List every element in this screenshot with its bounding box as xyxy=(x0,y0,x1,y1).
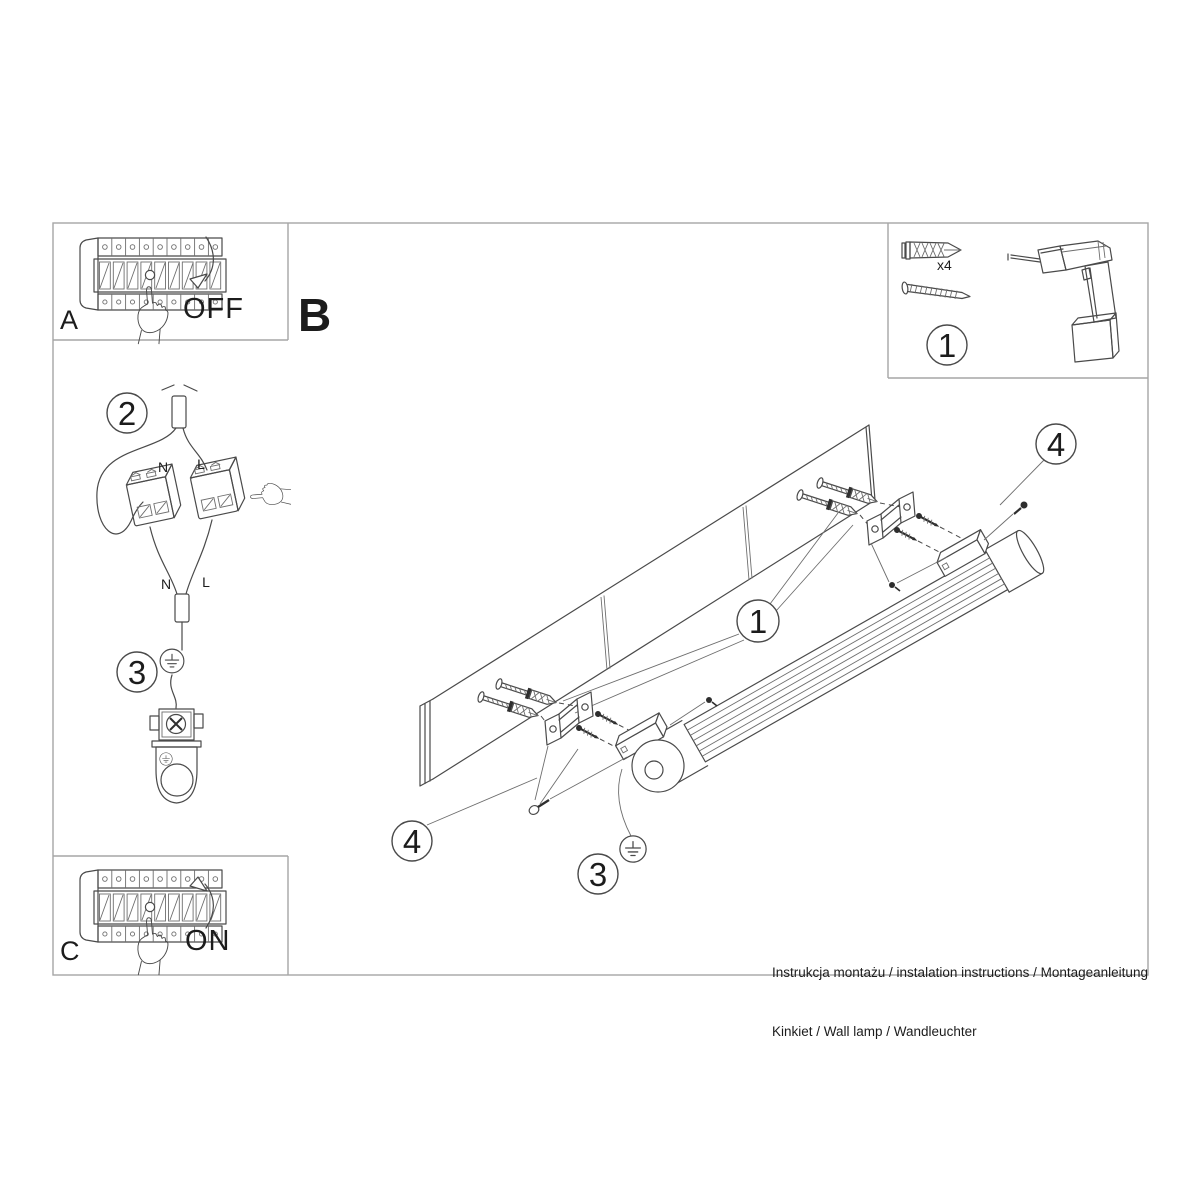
on-label: ON xyxy=(185,925,231,957)
earth-wire xyxy=(171,675,177,708)
assembly-callout-4-top: 4 xyxy=(1046,426,1066,463)
assembly-callout-3: 3 xyxy=(588,856,608,893)
wall-plug-icon xyxy=(902,242,961,259)
step3-callout: 3 xyxy=(127,654,147,691)
leader-lines xyxy=(427,460,1044,836)
wall-plug xyxy=(816,477,879,507)
panel-c-drawing xyxy=(80,870,226,975)
wire-label-n-top: N xyxy=(157,459,169,475)
wiring-drawing xyxy=(97,385,291,650)
off-label: OFF xyxy=(183,293,244,325)
wire-label-l-top: L xyxy=(197,456,205,472)
lamp-saddle-right xyxy=(934,530,992,577)
fixing-screw xyxy=(893,526,919,544)
earth-terminal xyxy=(150,709,203,740)
panel-a-label: A xyxy=(60,305,79,335)
footer-caption xyxy=(772,924,1148,1061)
assembly-drawing xyxy=(392,424,1076,894)
kit-box-drawing xyxy=(901,241,1119,365)
assembly-callout-4-bottom: 4 xyxy=(402,823,422,860)
drill-icon xyxy=(1008,241,1119,362)
terminal-block-n xyxy=(124,464,183,526)
lamp-end-bracket xyxy=(152,741,201,803)
wire-label-l-bottom: L xyxy=(202,574,210,590)
step-b-label: B xyxy=(298,289,332,341)
pressing-hand-icon xyxy=(251,483,291,504)
quantity-label: x4 xyxy=(937,257,952,273)
footer-line-1: Instrukcja montażu / instalation instructions / Montageanleitung xyxy=(772,965,1148,980)
step2-callout: 2 xyxy=(117,395,137,432)
footer-line-2: Kinkiet / Wall lamp / Wandleuchter xyxy=(772,1023,977,1039)
mounting-screw-icon xyxy=(901,282,970,299)
wire-left xyxy=(97,428,176,534)
fixing-screw xyxy=(915,512,941,530)
wire-label-n-bottom: N xyxy=(160,576,172,592)
fixing-screw xyxy=(594,710,620,728)
panel-a-drawing xyxy=(80,237,226,344)
kit-callout: 1 xyxy=(937,327,957,364)
panel-c-label: C xyxy=(60,936,80,966)
earth-symbol-icon xyxy=(620,836,646,862)
earth-symbol-icon xyxy=(160,649,184,673)
wall-plug xyxy=(495,678,558,708)
assembly-callout-1: 1 xyxy=(748,603,768,640)
fixing-screw xyxy=(575,724,601,742)
earthing-drawing xyxy=(117,649,203,803)
lamp-end-cap xyxy=(632,740,684,792)
